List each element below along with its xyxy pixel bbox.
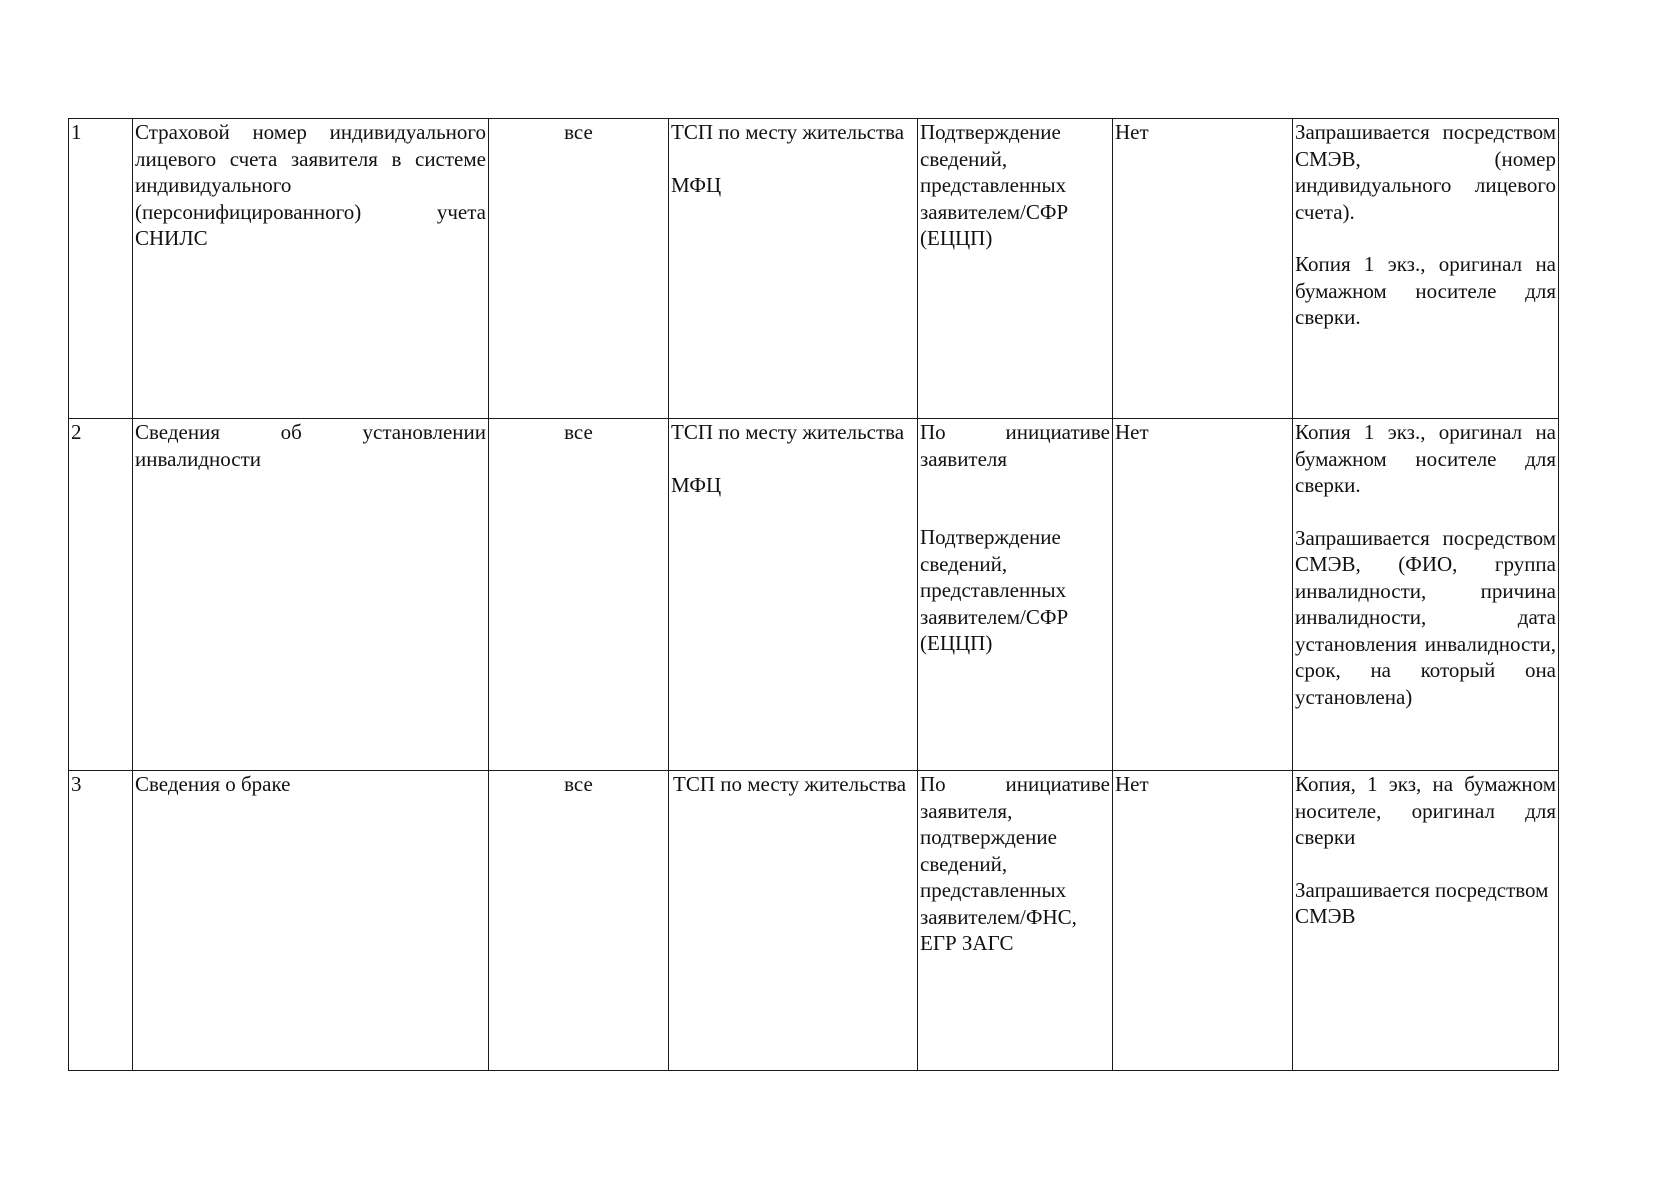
notes bbox=[1293, 119, 1559, 419]
documents-table bbox=[68, 118, 1559, 1071]
place-primary: ТСП по месту жительства bbox=[673, 772, 907, 796]
flag-value: Нет bbox=[1113, 771, 1293, 1071]
request-method bbox=[918, 119, 1113, 419]
flag-value: Нет bbox=[1113, 119, 1293, 419]
row-number: 2 bbox=[69, 419, 133, 771]
notes bbox=[1293, 419, 1559, 771]
notes-second: Запрашивается посредством СМЭВ bbox=[1295, 877, 1549, 928]
method-text: Подтверждение сведений, представленных заявителем/СФР (ЕЦЦП) bbox=[920, 120, 1069, 250]
place-primary: ТСП по месту жительства bbox=[671, 120, 905, 144]
notes-second: Запрашивается посредством СМЭВ, (ФИО, группа инвалидности, причина инвалидности, дата установления инвалидности, срок, на который она установлена) bbox=[1295, 525, 1556, 709]
place-secondary: МФЦ bbox=[671, 472, 722, 497]
table-row bbox=[69, 419, 1559, 771]
submission-place bbox=[669, 771, 918, 1071]
row-number: 3 bbox=[69, 771, 133, 1071]
flag-value: Нет bbox=[1113, 419, 1293, 771]
method-text: По инициативе заявителя bbox=[920, 420, 1110, 471]
applicant-category: все bbox=[489, 771, 669, 1071]
place-primary: ТСП по месту жительства bbox=[671, 420, 905, 444]
method-text-second: Подтверждение сведений, представленных заявителем/СФР (ЕЦЦП) bbox=[920, 525, 1069, 655]
request-method bbox=[918, 771, 1113, 1071]
notes-first: Запрашивается посредством СМЭВ, (номер индивидуального лицевого счета). bbox=[1295, 120, 1556, 224]
notes-first: Копия 1 экз., оригинал на бумажном носителе для сверки. bbox=[1295, 420, 1556, 497]
notes bbox=[1293, 771, 1559, 1071]
applicant-category: все bbox=[489, 119, 669, 419]
notes-second: Копия 1 экз., оригинал на бумажном носителе для сверки. bbox=[1295, 252, 1556, 329]
notes-first: Копия, 1 экз, на бумажном носителе, оригинал для сверки bbox=[1295, 772, 1556, 849]
applicant-category: все bbox=[489, 419, 669, 771]
method-text: По инициативе заявителя, подтверждение сведений, представленных заявителем/ФНС, ЕГР ЗАГС bbox=[920, 772, 1110, 955]
request-method bbox=[918, 419, 1113, 771]
document-name: Сведения о браке bbox=[133, 771, 489, 1071]
row-number: 1 bbox=[69, 119, 133, 419]
document-name: Страховой номер индивидуального лицевого счета заявителя в системе индивидуального (персонифицированного) учета СНИЛС bbox=[133, 119, 489, 419]
table-row bbox=[69, 119, 1559, 419]
submission-place bbox=[669, 119, 918, 419]
place-secondary: МФЦ bbox=[671, 172, 722, 197]
table-row bbox=[69, 771, 1559, 1071]
submission-place bbox=[669, 419, 918, 771]
document-name: Сведения об установлении инвалидности bbox=[133, 419, 489, 771]
